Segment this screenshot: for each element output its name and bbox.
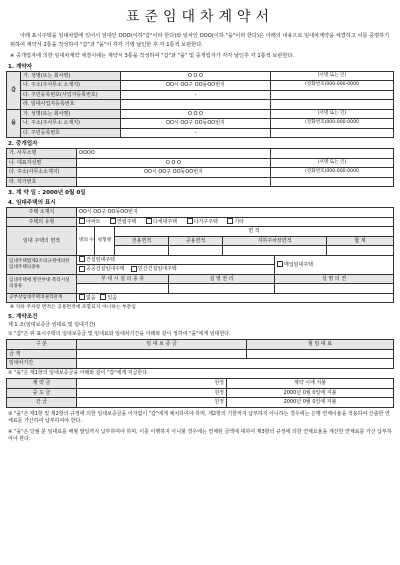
eul-address-value[interactable]: OO시 OO구 OO동OO번지: [121, 119, 271, 129]
table1-row-label: 금 액: [7, 349, 77, 359]
broker-row-label: 나. 대표자성명: [7, 158, 77, 168]
broker-row-label: 다. 주소(사무소소재지): [7, 168, 77, 178]
pay-row-label: 잔 금: [7, 398, 77, 408]
rooms-label: 방의 수: [77, 227, 95, 256]
broker-note: ※ 중개업자에 의한 임대차계약 체결시에는 계약서 3통을 작성하여 "갑"과 "을" 및 중개업자가 각각 날인후 각 1통씩 보관한다.: [10, 53, 295, 59]
document-title: 표준임대차계약서: [125, 9, 275, 25]
checkbox-icon: [79, 294, 85, 300]
checkbox-icon: [187, 218, 193, 224]
gap-row-label: 가. 성명(또는 회사명): [21, 71, 121, 81]
checkbox-icon: [131, 266, 137, 272]
pay-row-label: 중 도 금: [7, 388, 77, 398]
area-col-header: 공용면적: [169, 236, 223, 246]
type-checkbox[interactable]: 아파트: [79, 219, 101, 225]
property-table: [6, 207, 394, 303]
area-cell[interactable]: [115, 246, 169, 256]
checkbox-icon: [227, 218, 233, 224]
eul-regno-value[interactable]: -: [121, 128, 271, 138]
eul-row-label: 나. 주소(주사무소 소재지): [21, 119, 121, 129]
broker-table: [6, 148, 394, 187]
broker-row-label: 가. 사무소명: [7, 149, 77, 159]
support-sub-checkbox[interactable]: 민간건설임대주택: [131, 266, 177, 272]
rooms-sub-label: 평형별: [95, 227, 115, 256]
gap-address-value[interactable]: OO시 OO구 OO동OO번지: [121, 81, 271, 91]
area-header: 면 적: [115, 227, 394, 237]
type-checkbox[interactable]: 연립주택: [110, 219, 136, 225]
support-option[interactable]: 건설임대주택: [77, 255, 275, 265]
empty-cell: [271, 90, 394, 100]
area-cell[interactable]: [327, 246, 394, 256]
checkbox-icon: [79, 266, 85, 272]
mortgage-options: [77, 293, 394, 303]
gap-sign-note: (서명 또는 인): [271, 71, 394, 81]
eul-phone[interactable]: (전화번호)000-000-0000: [271, 119, 394, 129]
eul-label: 을: [7, 109, 21, 138]
broker-license-value[interactable]: [77, 177, 271, 187]
support-option[interactable]: 매입임대주택: [275, 255, 394, 274]
contract-page: [6, 4, 394, 561]
gap-phone[interactable]: (전화번호)000-000-0000: [271, 81, 394, 91]
eul-row-label: 다. 주민등록번호: [21, 128, 121, 138]
checkbox-icon: [146, 218, 152, 224]
checkbox-icon: [100, 294, 106, 300]
checkbox-icon: [79, 218, 85, 224]
gap-regno-value[interactable]: -: [121, 90, 271, 100]
broker-address-value[interactable]: OO시 OO구 OO동OO번지: [77, 168, 271, 178]
section-5-heading: 5. 계약조건: [8, 314, 38, 320]
area-col-header: 지하주차장면적: [223, 236, 327, 246]
section-4-heading: 4. 임대주택의 표시: [8, 200, 56, 206]
broker-office-value[interactable]: OOOO: [77, 149, 271, 159]
deposit-rent-table: [6, 339, 394, 369]
pay-amount[interactable]: 원정: [77, 379, 227, 389]
broker-rep-value[interactable]: O O O: [77, 158, 271, 168]
warranty-col-header: 부 대 시 설 의 종 류: [77, 274, 169, 284]
pay-when: 2000년 0월 0일에 지불: [227, 398, 394, 408]
section-1-heading: 1. 계약자: [8, 63, 33, 70]
pay-when: 계약 시에 지불: [227, 379, 394, 389]
gap-row-label: 나. 주소(주사무소 소재지): [21, 81, 121, 91]
gap-row-label: 다. 주민등록번호(사업자등록번호): [21, 90, 121, 100]
checkbox-icon: [79, 256, 85, 262]
type-options: [77, 217, 394, 227]
broker-row-label: 라. 허가번호: [7, 177, 77, 187]
warranty-cell[interactable]: [77, 284, 169, 294]
area-cell[interactable]: [169, 246, 223, 256]
checkbox-icon: [110, 218, 116, 224]
clause-1-item-1: ① "갑"은 위 표시주택의 임대보증금 및 임대료와 임대차기간을 아래와 같이 정하여 "을"에게 임대한다.: [8, 330, 231, 337]
gap-business-value[interactable]: [121, 100, 271, 110]
warranty-cell[interactable]: [275, 284, 394, 294]
pay-when: 2000년 0월 0일에 지불: [227, 388, 394, 398]
location-label: 주택 소재지: [7, 208, 77, 218]
rent-amount-cell[interactable]: [247, 349, 394, 359]
support-sub-checkbox[interactable]: 공공건설임대주택: [79, 266, 125, 272]
gap-label: 갑: [7, 71, 21, 109]
area-col-header: 합 계: [327, 236, 394, 246]
area-cell[interactable]: [223, 246, 327, 256]
warranty-col-header: 설 명 의 견: [275, 274, 394, 284]
location-value[interactable]: OO시 OO구 OO동OO번지: [77, 208, 394, 218]
mortgage-label: 공부상임대주택의권리관계: [7, 293, 77, 303]
empty-cell: [271, 177, 394, 187]
gap-name-value[interactable]: O O O: [121, 71, 271, 81]
payment-table: [6, 378, 394, 408]
pay-amount[interactable]: 원정: [77, 398, 227, 408]
eul-row-label: 가. 성명(또는 회사명): [21, 109, 121, 119]
area-note: ※ 지하 주차장 면적은 공용면적에 포함되지 아니하는 부분임: [10, 305, 136, 310]
table1-col-header: 구 분: [7, 340, 77, 350]
clause-1-item-3: ③ "을"은 제1항 및 제2항의 규정에 의한 임대보증금을 이자없이 "갑"에게 예치하여야 하며, 제2항의 기한까지 납부하지 아니하는 경우에는 은행 연체이율을 적용하여 산출한 연체료를 가산하여 납부하여야 한다.: [8, 410, 390, 424]
table1-row-label: 임대차기간: [7, 359, 77, 369]
empty-cell: [271, 100, 394, 110]
checkbox-icon: [277, 261, 283, 267]
area-label: 임대 주택의 면적: [7, 227, 77, 256]
area-col-header: 전용면적: [115, 236, 169, 246]
period-cell[interactable]: [77, 359, 394, 369]
warranty-cell[interactable]: [169, 284, 275, 294]
type-checkbox[interactable]: 다가구주택: [187, 219, 218, 225]
support-sub-options: [77, 265, 275, 275]
mortgage-checkbox[interactable]: 있음: [100, 295, 117, 301]
gap-row-label: 라. 임대사업자등록번호: [21, 100, 121, 110]
type-checkbox[interactable]: 기타: [227, 219, 244, 225]
empty-cell: [271, 128, 394, 138]
clause-1-item-4: ④ "을"은 당월 분 임대료를 매월 말일까지 납부하여야 하며, 이를 이행하지 아니할 경우에는 연체된 금액에 대하여 제3항의 규정에 의한 연체요율을 계산한 연체료를 가산 납부하여야 한다.: [8, 428, 392, 442]
section-3-contract-date: 3. 계 약 일 : 2000년 0월 0일: [8, 190, 86, 196]
clause-1-item-2: ② "을"은 제1항의 임대보증금을 아래와 같이 "갑"에게 지급한다.: [8, 369, 149, 376]
clause-1-title: 제 1 조(임대보증금·임대료 및 임대기간): [8, 322, 96, 328]
support-label: 임대주택법제2조의규정에의한임대주택의종류: [7, 255, 77, 274]
section-2-heading: 2. 중개업자: [8, 141, 38, 147]
mortgage-checkbox[interactable]: 없음: [79, 295, 96, 301]
warranty-label: 임대주택에 딸린부대·복리시설의종류: [7, 274, 77, 293]
eul-name-value[interactable]: O O O: [121, 109, 271, 119]
broker-sign-note: (서명 또는 인): [271, 158, 394, 168]
table1-col-header: 월 임 대 료: [247, 340, 394, 350]
broker-phone[interactable]: (전화번호)000-000-0000: [271, 168, 394, 178]
eul-sign-note: (서명 또는 인): [271, 109, 394, 119]
warranty-col-header: 설 명 권 리: [169, 274, 275, 284]
type-checkbox[interactable]: 다세대주택: [146, 219, 177, 225]
pay-row-label: 계 약 금: [7, 379, 77, 389]
deposit-amount-cell[interactable]: [77, 349, 247, 359]
empty-cell: [271, 149, 394, 159]
intro-paragraph: 아래 표시주택을 임대차함에 있어서 임대인 OOO(이하"갑"이라 한다)와 임차인 OOO(이하 "을"이라 한다)은 아래의 내용으로 임대차계약을 체결하고 이를 증명하기 위하여 계약서 2통을 작성하여 "갑"과 "을"이 각각 기명 날인한 후 각 1통씩 보관한다.: [10, 33, 390, 48]
parties-table: [6, 71, 394, 139]
pay-amount[interactable]: 원정: [77, 388, 227, 398]
type-label: 주택의 유형: [7, 217, 77, 227]
table1-col-header: 임 대 보 증 금: [77, 340, 247, 350]
